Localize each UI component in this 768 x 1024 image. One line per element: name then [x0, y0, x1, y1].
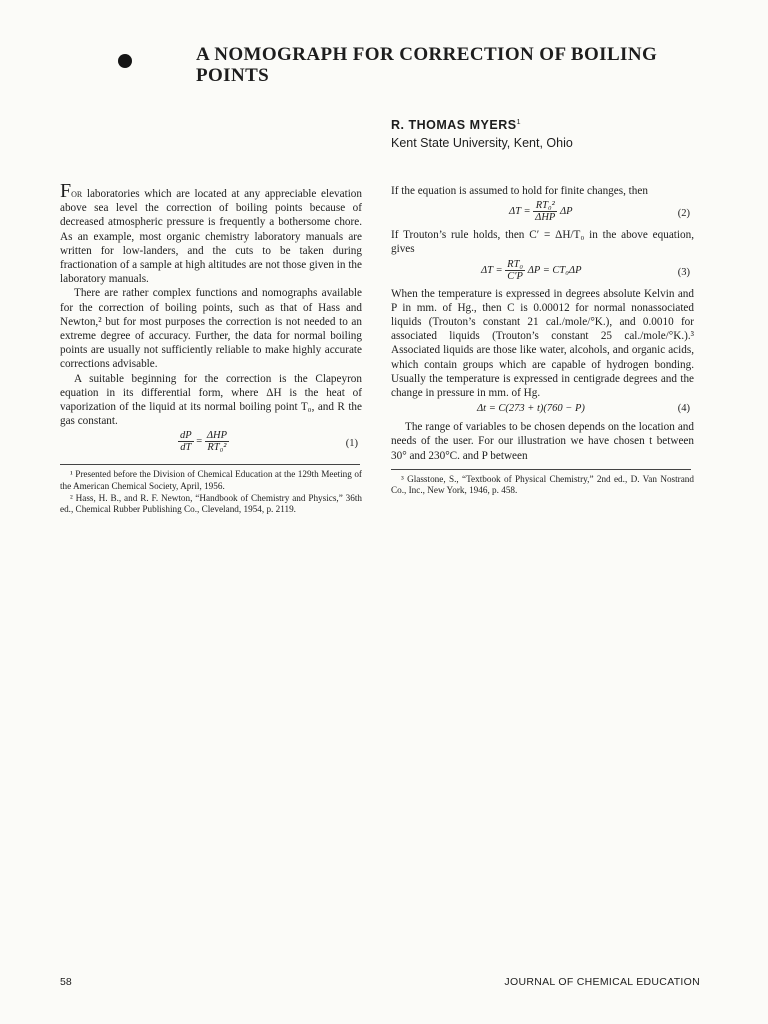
footnotes-left — [60, 469, 362, 515]
equation-3: ΔT = $\frac{\text{RT₀}}{C'P}$ ΔP = CT₀ΔP (3) — [481, 258, 690, 282]
footnotes-right — [391, 474, 694, 497]
equation-number: (2) — [677, 208, 690, 220]
paragraph-trouton: If Trouton’s rule holds, then C′ = ΔH/T₀ in the above equation, gives — [391, 229, 694, 256]
author-footnote-mark: 1 — [516, 118, 521, 126]
paragraph-intro: For laboratories which are located at any appreciable elevation above sea level the correction of boiling points because of decreased atmospheric pressure is frequently a bothersome chore. As an example, most organic chemistry laboratory manuals are written for low-landers, and the cuts to be taken during fractionation of a sample at high altitudes are not those given in the laboratory manuals. — [60, 180, 362, 286]
paragraph-nomographs: There are rather complex functions and nomographs available for the correction of boiling points, such as that of Hass and Newton,² but for most purposes the correction is not needed to an extreme degree of accuracy. Further, the data for normal boiling points are usually not sufficiently reliable to make highly accurate corrections advisable. — [60, 287, 362, 371]
equation-number: (4) — [677, 403, 690, 415]
footnote-1: ¹ Presented before the Division of Chemical Education at the 129th Meeting of the American Chemical Society, April, 1956. — [60, 469, 362, 492]
drop-cap: F — [60, 180, 72, 202]
right-column — [391, 184, 694, 497]
author-affiliation: Kent State University, Kent, Ohio — [391, 136, 573, 150]
footnote-2: ² Hass, H. B., and R. F. Newton, “Handbook of Chemistry and Physics,” 36th ed., Chemical Rubber Publishing Co., Cleveland, 1954, p. 2119. — [60, 492, 362, 515]
author-name: R. THOMAS MYERS$^1$ — [391, 118, 521, 132]
footnote-rule — [60, 464, 360, 465]
footnote-3: ³ Glasstone, S., “Textbook of Physical Chemistry,” 2nd ed., D. Van Nostrand Co., Inc., New York, 1946, p. 458. — [391, 473, 694, 496]
left-column — [60, 180, 362, 516]
equation-1: $\frac{dP}{dT}$ = $\frac{\text{ΔHP}}{\text{RT₀²}}$ (1) — [180, 430, 358, 454]
bullet-mark — [118, 54, 132, 68]
article-title: A NOMOGRAPH FOR CORRECTION OF BOILING POINTS — [196, 44, 658, 86]
equation-4: Δt = C(273 + t)(760 − P) (4) — [391, 400, 694, 420]
paragraph-range: The range of variables to be chosen depends on the location and needs of the user. For our illustration we have chosen t between 30° and 230°C. and P between — [391, 421, 694, 462]
paragraph-clapeyron: A suitable beginning for the correction is the Clapeyron equation in its differential form, where ΔH is the heat of vaporization of the liquid at its normal boiling point T₀, and R the gas constant. — [60, 372, 362, 428]
equation-2: ΔT = $\frac{\text{RT₀²}}{\text{ΔHP}}$ ΔP (2) — [509, 200, 690, 224]
footnote-rule — [391, 469, 691, 470]
equation-number: (3) — [677, 266, 690, 278]
paragraph-kelvin: When the temperature is expressed in degrees absolute Kelvin and P in mm. of Hg., then C is 0.00012 for normal nonassociated liquids (Trouton’s constant 21 cal./mole/°K.), and 0.0010 for associated liquids (Trouton’s constant 25 cal./mole/°K.).³ Associated liquids are those like water, alcohols, and organic acids, which contain groups which are capable of hydrogen bonding. Usually the temperature is expressed in centigrade degrees and the change in pressure in mm. of Hg. — [391, 287, 694, 400]
paragraph-finite: If the equation is assumed to hold for finite changes, then — [391, 185, 648, 197]
page-number: 58 — [60, 976, 72, 988]
journal-name: JOURNAL OF CHEMICAL EDUCATION — [504, 976, 700, 988]
equation-number: (1) — [345, 438, 358, 450]
